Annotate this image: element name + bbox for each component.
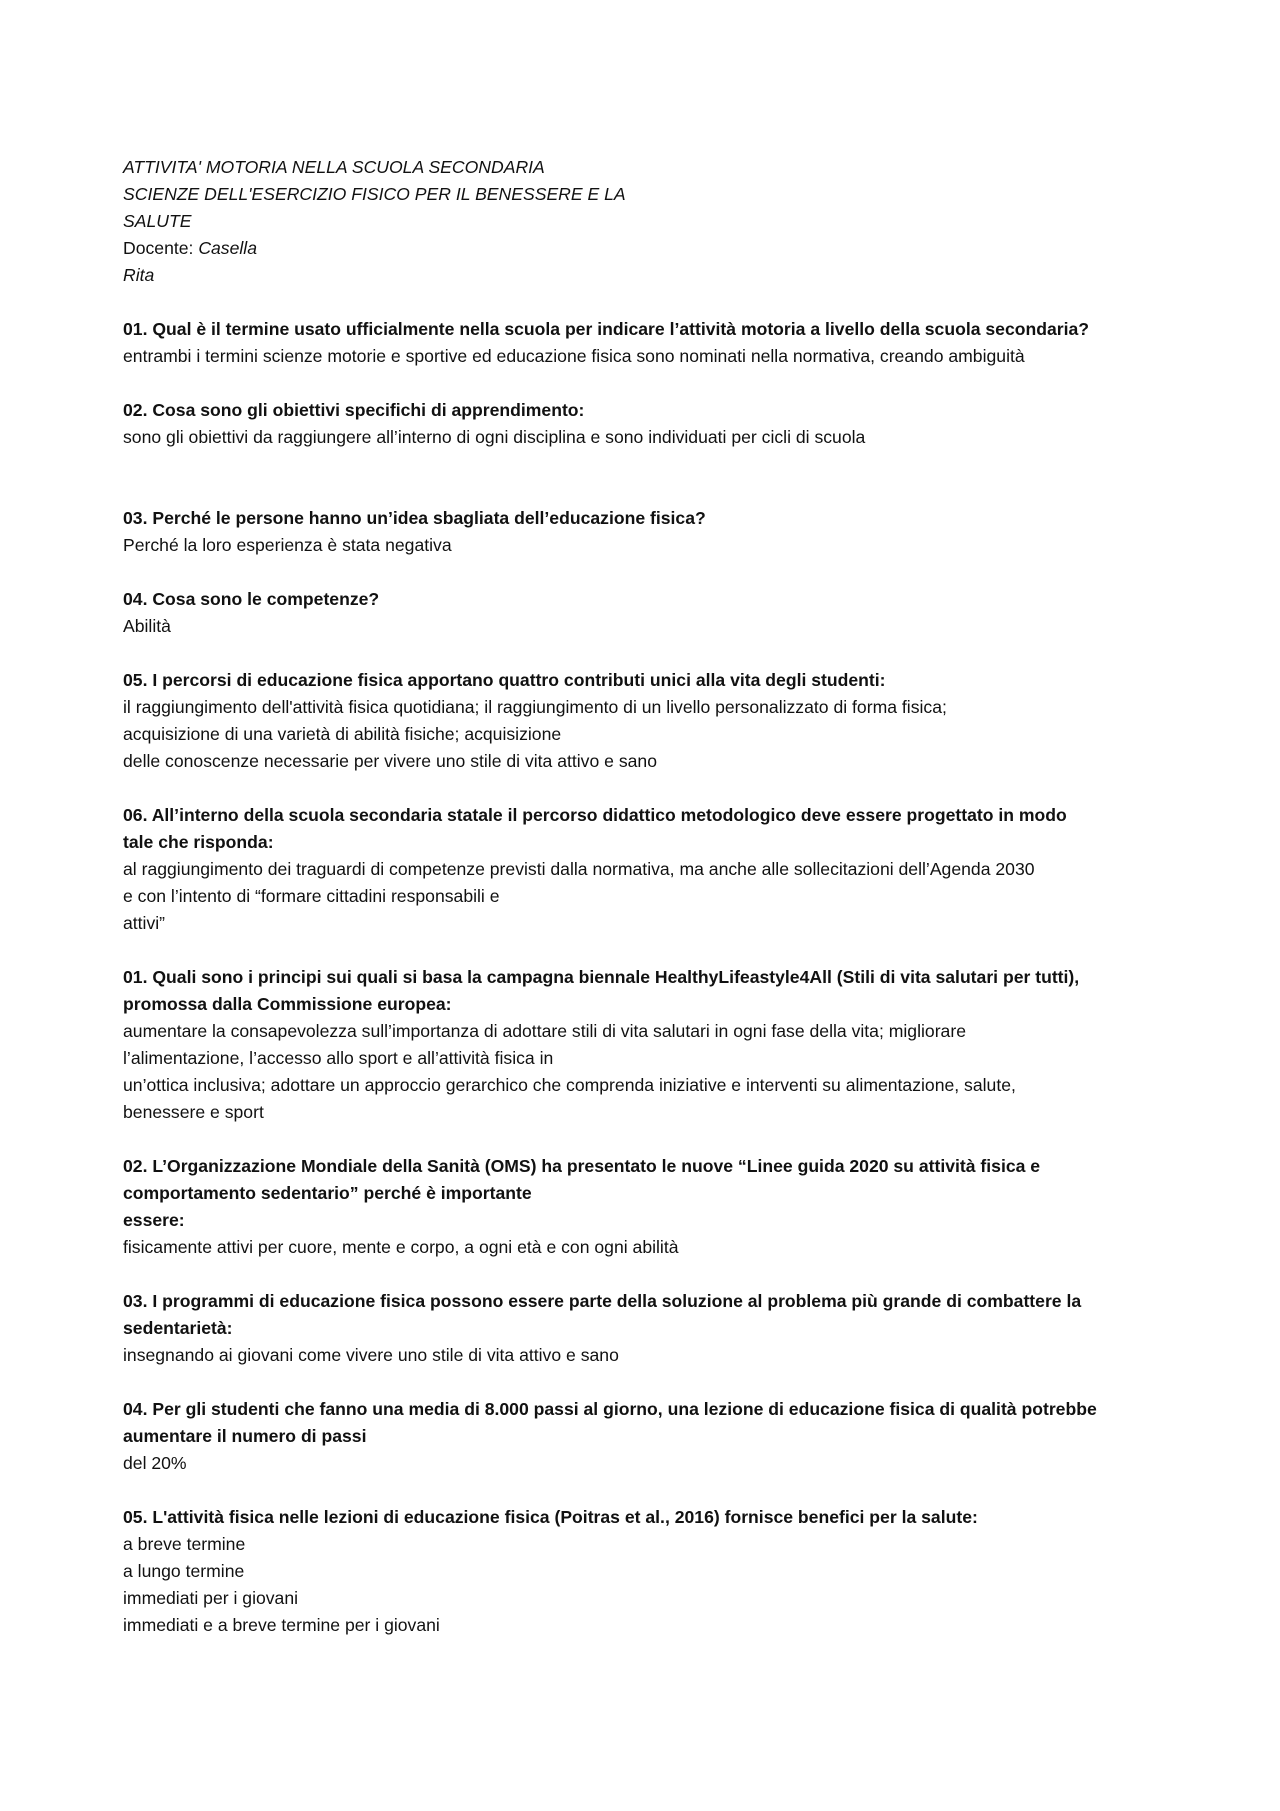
question-line: comportamento sedentario” perché è importante: [123, 1183, 532, 1203]
qa-item: [123, 1396, 1173, 1477]
teacher-label: Docente:: [123, 238, 194, 258]
answer-line: entrambi i termini scienze motorie e sportive ed educazione fisica sono nominati nella normativa, creando ambiguità: [123, 346, 1025, 366]
course-subtitle: SCIENZE DELL'ESERCIZIO FISICO PER IL BENESSERE E LA: [123, 184, 626, 204]
answer-line: del 20%: [123, 1453, 187, 1473]
question-line: sedentarietà:: [123, 1318, 233, 1338]
question-line: 06. All’interno della scuola secondaria statale il percorso didattico metodologico deve essere progettato in modo: [123, 805, 1067, 825]
answer-line: l’alimentazione, l’accesso allo sport e all’attività fisica in: [123, 1048, 554, 1068]
teacher-name: Rita: [123, 265, 155, 285]
answer-line: acquisizione di una varietà di abilità fisiche; acquisizione: [123, 724, 562, 744]
answer-line: a lungo termine: [123, 1561, 245, 1581]
question: [123, 505, 1173, 532]
teacher-line: [123, 235, 1173, 262]
question: [123, 1504, 1173, 1531]
question-line: 01. Quali sono i principi sui quali si basa la campagna biennale HealthyLifeastyle4All (Stili di vita salutari per tutti),: [123, 967, 1080, 987]
answer-line: e con l’intento di “formare cittadini responsabili e: [123, 886, 500, 906]
qa-item: [123, 586, 1173, 640]
question: [123, 1396, 1173, 1450]
answer: [123, 424, 1173, 451]
question-line: 04. Per gli studenti che fanno una media di 8.000 passi al giorno, una lezione di educazione fisica di qualità potrebbe: [123, 1399, 1097, 1419]
answer: [123, 1018, 1173, 1126]
question: [123, 667, 1173, 694]
document-header: [123, 154, 1173, 289]
answer-line: al raggiungimento dei traguardi di competenze previsti dalla normativa, ma anche alle sollecitazioni dell’Agenda 2030: [123, 859, 1035, 879]
qa-item: [123, 667, 1173, 775]
question-line: aumentare il numero di passi: [123, 1426, 367, 1446]
question-line: promossa dalla Commissione europea:: [123, 994, 452, 1014]
answer-line: un’ottica inclusiva; adottare un approccio gerarchico che comprenda iniziative e interventi su alimentazione, salute,: [123, 1075, 1016, 1095]
question: [123, 316, 1173, 343]
question-line: 02. Cosa sono gli obiettivi specifichi di apprendimento:: [123, 400, 585, 420]
document-page: [123, 154, 1173, 1639]
answer: [123, 1342, 1173, 1369]
answer-line: delle conoscenze necessarie per vivere uno stile di vita attivo e sano: [123, 751, 657, 771]
question-line: essere:: [123, 1210, 185, 1230]
course-title: ATTIVITA' MOTORIA NELLA SCUOLA SECONDARIA: [123, 157, 545, 177]
question: [123, 964, 1173, 1018]
answer-line: fisicamente attivi per cuore, mente e corpo, a ogni età e con ogni abilità: [123, 1237, 679, 1257]
answer: [123, 1450, 1173, 1477]
answer-line: sono gli obiettivi da raggiungere all’interno di ogni disciplina e sono individuati per cicli di scuola: [123, 427, 866, 447]
answer-line: il raggiungimento dell'attività fisica quotidiana; il raggiungimento di un livello personalizzato di forma fisica;: [123, 697, 947, 717]
course-subtitle-cont: SALUTE: [123, 211, 192, 231]
answer-line: Perché la loro esperienza è stata negativa: [123, 535, 452, 555]
answer: [123, 613, 1173, 640]
qa-item: [123, 802, 1173, 937]
question-line: 02. L’Organizzazione Mondiale della Sanità (OMS) ha presentato le nuove “Linee guida 2020 su attività fisica e: [123, 1156, 1041, 1176]
answer: [123, 1531, 1173, 1639]
question-line: 05. L'attività fisica nelle lezioni di educazione fisica (Poitras et al., 2016) fornisce benefici per la salute:: [123, 1507, 978, 1527]
answer-line: attivi”: [123, 913, 166, 933]
question: [123, 1288, 1173, 1342]
qa-item: [123, 1504, 1173, 1639]
answer-line: a breve termine: [123, 1534, 246, 1554]
answer: [123, 532, 1173, 559]
question-line: 05. I percorsi di educazione fisica apportano quattro contributi unici alla vita degli studenti:: [123, 670, 886, 690]
answer-line: Abilità: [123, 616, 171, 636]
answer-line: insegnando ai giovani come vivere uno stile di vita attivo e sano: [123, 1345, 619, 1365]
answer: [123, 1234, 1173, 1261]
question: [123, 802, 1173, 856]
question-line: 01. Qual è il termine usato ufficialmente nella scuola per indicare l’attività motoria a livello della scuola secondaria?: [123, 319, 1090, 339]
answer: [123, 856, 1173, 937]
qa-item: [123, 397, 1173, 451]
answer-line: aumentare la consapevolezza sull’importanza di adottare stili di vita salutari in ogni fase della vita; migliorare: [123, 1021, 966, 1041]
question-line: 03. I programmi di educazione fisica possono essere parte della soluzione al problema più grande di combattere la: [123, 1291, 1082, 1311]
question-line: 04. Cosa sono le competenze?: [123, 589, 380, 609]
question: [123, 397, 1173, 424]
question: [123, 1153, 1173, 1234]
teacher-surname: Casella: [198, 238, 257, 258]
qa-item: [123, 1288, 1173, 1369]
question-line: 03. Perché le persone hanno un’idea sbagliata dell’educazione fisica?: [123, 508, 706, 528]
qa-item: [123, 316, 1173, 370]
answer: [123, 343, 1173, 370]
answer: [123, 694, 1173, 775]
question: [123, 586, 1173, 613]
answer-line: benessere e sport: [123, 1102, 264, 1122]
answer-line: immediati e a breve termine per i giovani: [123, 1615, 440, 1635]
question-line: tale che risponda:: [123, 832, 274, 852]
answer-line: immediati per i giovani: [123, 1588, 299, 1608]
qa-item: [123, 1153, 1173, 1261]
qa-item: [123, 505, 1173, 559]
qa-item: [123, 964, 1173, 1126]
